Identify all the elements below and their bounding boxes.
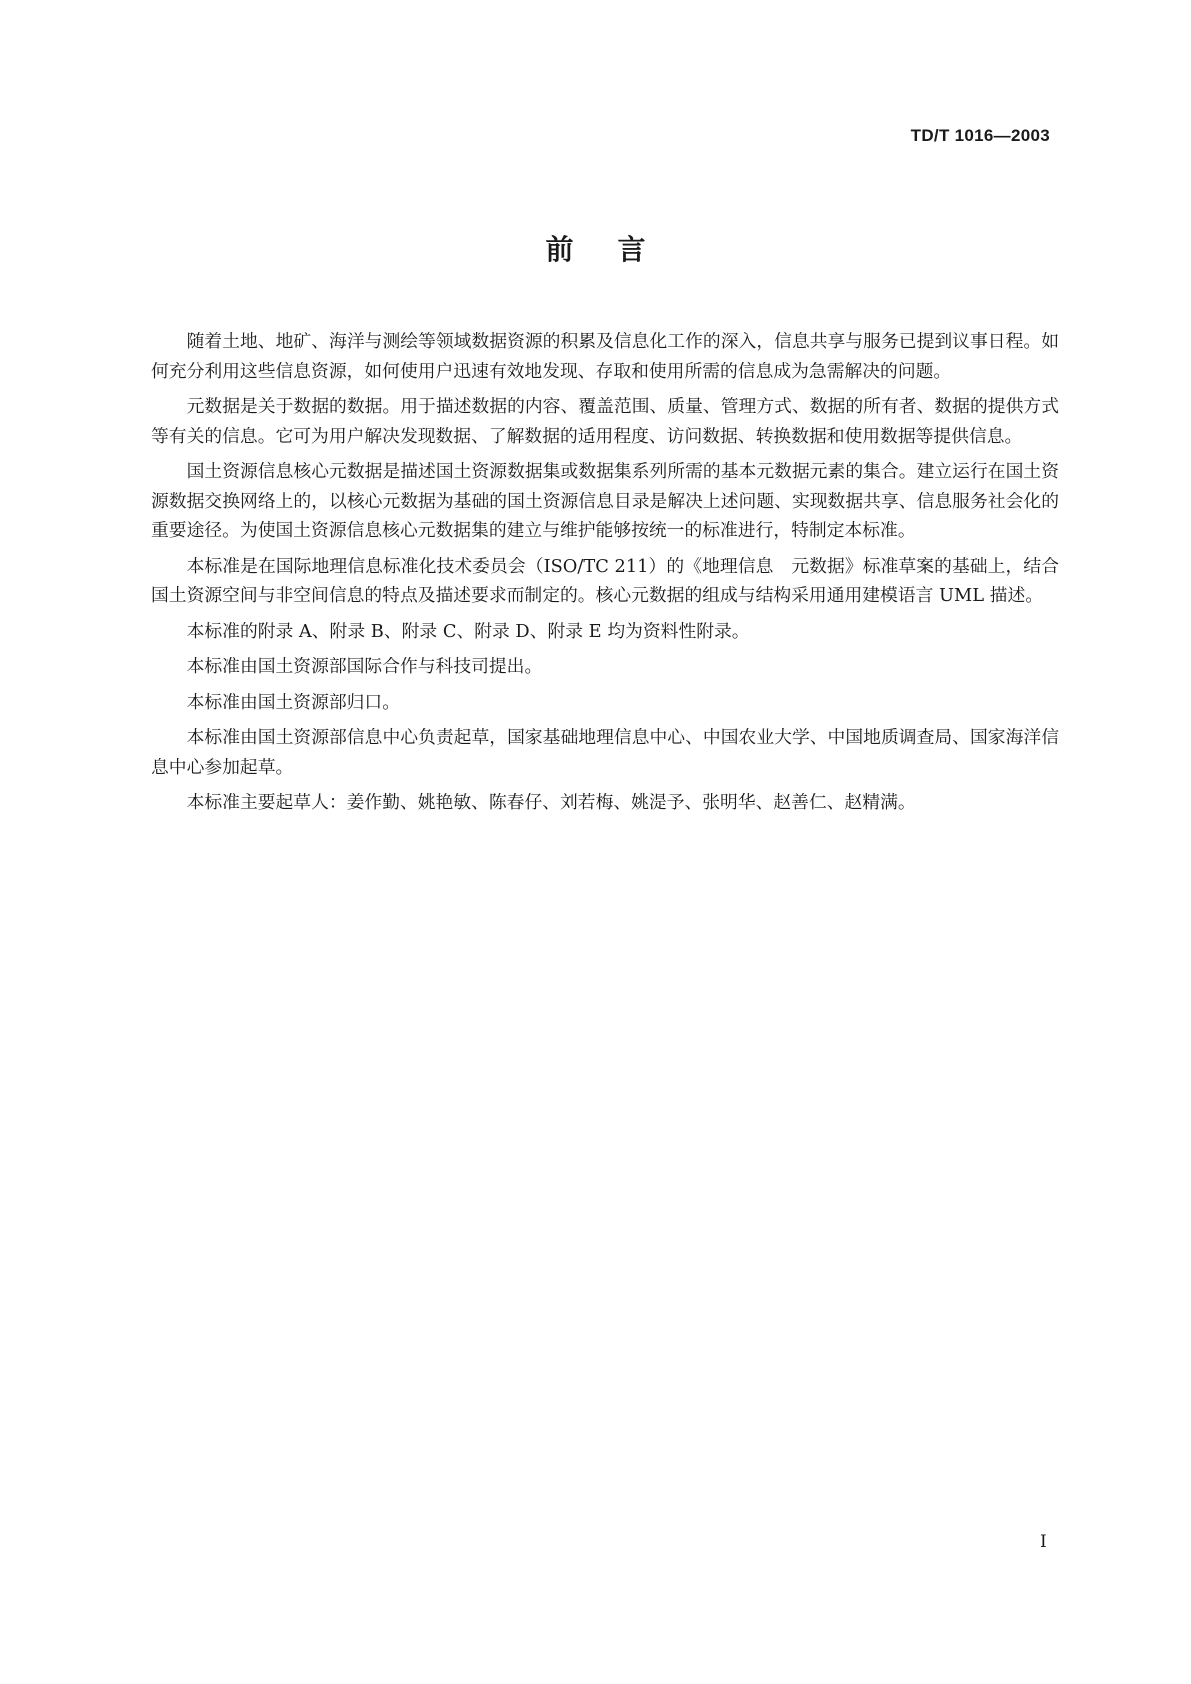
paragraph: 本标准的附录 A、附录 B、附录 C、附录 D、附录 E 均为资料性附录。 — [186, 620, 750, 642]
paragraph: 本标准由国土资源部国际合作与科技司提出。 — [186, 656, 543, 677]
paragraph: 元数据是关于数据的数据。用于描述数据的内容、覆盖范围、质量、管理方式、数据的所有者、数据的提供方式等有关的信息。它可为用户解决发现数据、了解数据的适用程度、访问数据、转换数据和使用数据等提供信息。 — [151, 396, 1059, 447]
body-text — [151, 327, 1059, 824]
document-code: TD/T 1016—2003 — [910, 126, 1050, 145]
paragraph: 国土资源信息核心元数据是描述国土资源数据集或数据集系列所需的基本元数据元素的集合。建立运行在国土资源数据交换网络上的，以核心元数据为基础的国土资源信息目录是解决上述问题、实现数据共享、信息服务社会化的重要途径。为使国土资源信息核心元数据集的建立与维护能够按统一的标准进行，特制定本标准。 — [151, 461, 1059, 541]
paragraph: 本标准主要起草人：姜作勤、姚艳敏、陈春仔、刘若梅、姚湜予、张明华、赵善仁、赵精满。 — [186, 792, 916, 813]
paragraph: 本标准由国土资源部归口。 — [186, 691, 400, 713]
paragraph: 本标准是在国际地理信息标准化技术委员会（ISO/TC 211）的《地理信息 元数据》标准草案的基础上，结合国土资源空间与非空间信息的特点及描述要求而制定的。核心元数据的组成与结构采用通用建模语言 UML 描述。 — [151, 555, 1059, 606]
paragraph: 随着土地、地矿、海洋与测绘等领域数据资源的积累及信息化工作的深入，信息共享与服务已提到议事日程。如何充分利用这些信息资源，如何使用户迅速有效地发现、存取和使用所需的信息成为急需解决的问题。 — [151, 331, 1059, 382]
paragraph: 本标准由国土资源部信息中心负责起草，国家基础地理信息中心、中国农业大学、中国地质调查局、国家海洋信息中心参加起草。 — [151, 727, 1059, 778]
page-number: I — [1040, 1532, 1047, 1552]
page-title: 前言 — [545, 233, 690, 266]
